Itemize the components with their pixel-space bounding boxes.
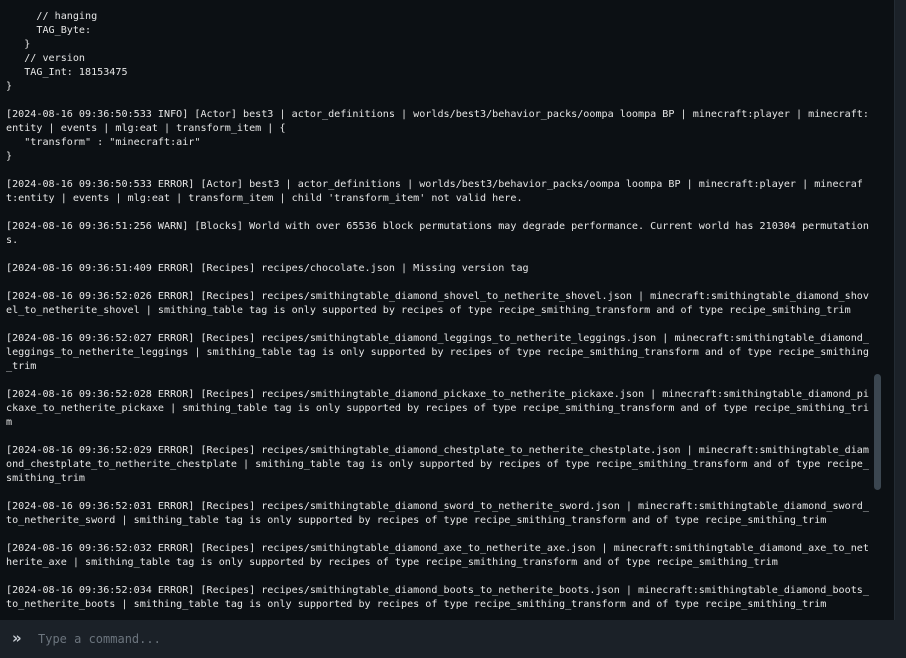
log-line: [6, 528, 872, 542]
log-line: [2024-08-16 09:36:52:029 ERROR] [Recipes] recipes/smithingtable_diamond_chestplate_to_netherite_chestplate.json | minecraft:smithingtable_diamond_chestplate_to_netherite_chestplate | smithing_table tag is only supported by recipes of type recipe_smithing_transform and of type recipe_smithing_trim: [6, 445, 869, 484]
log-line: // version: [6, 53, 86, 64]
log-line: [2024-08-16 09:36:52:034 ERROR] [Recipes] recipes/smithingtable_diamond_boots_to_netherite_boots.json | minecraft:smithingtable_diamond_boots_to_netherite_boots | smithing_table tag is only supported by recipes of type recipe_smithing_transform and of type recipe_smithing_trim: [6, 585, 869, 610]
scrollbar-track[interactable]: [872, 0, 884, 620]
log-line: [6, 374, 872, 388]
log-line: [2024-08-16 09:36:52:032 ERROR] [Recipes] recipes/smithingtable_diamond_axe_to_netherite_axe.json | minecraft:smithingtable_diamond_axe_to_netherite_axe | smithing_table tag is only supported by recipes of type recipe_smithing_transform and of type recipe_smithing_trim: [6, 543, 869, 568]
log-line: [6, 164, 872, 178]
right-gutter: [895, 0, 906, 658]
log-line: [6, 318, 872, 332]
log-line: [6, 612, 872, 620]
log-line: [6, 206, 872, 220]
log-line: }: [6, 39, 31, 50]
log-line: }: [6, 151, 13, 162]
log-line: [2024-08-16 09:36:50:533 INFO] [Actor] best3 | actor_definitions | worlds/best3/behavior_packs/oompa loompa BP | minecraft:player | minecraft:entity | events | mlg:eat | transform_item | {: [6, 109, 869, 134]
double-chevron-right-icon: »: [12, 629, 22, 647]
log-line: "transform" : "minecraft:air": [6, 137, 201, 148]
command-input[interactable]: [36, 628, 880, 650]
scrollbar-thumb[interactable]: [874, 374, 881, 490]
command-bar: [0, 620, 894, 658]
log-line: [2024-08-16 09:36:52:026 ERROR] [Recipes] recipes/smithingtable_diamond_shovel_to_netherite_shovel.json | minecraft:smithingtable_diamond_shovel_to_netherite_shovel | smithing_table tag is only supported by recipes of type recipe_smithing_transform and of type recipe_smithing_trim: [6, 291, 869, 316]
log-line: [6, 276, 872, 290]
log-line: [2024-08-16 09:36:51:256 WARN] [Blocks] World with over 65536 block permutations may degrade performance. Current world has 210304 permutations.: [6, 221, 869, 246]
log-line: [2024-08-16 09:36:52:031 ERROR] [Recipes] recipes/smithingtable_diamond_sword_to_netherite_sword.json | minecraft:smithingtable_diamond_sword_to_netherite_sword | smithing_table tag is only supported by recipes of type recipe_smithing_transform and of type recipe_smithing_trim: [6, 501, 869, 526]
log-line: [2024-08-16 09:36:52:028 ERROR] [Recipes] recipes/smithingtable_diamond_pickaxe_to_netherite_pickaxe.json | minecraft:smithingtable_diamond_pickaxe_to_netherite_pickaxe | smithing_table tag is only supported by recipes of type recipe_smithing_transform and of type recipe_smithing_trim: [6, 389, 869, 428]
log-line: [6, 94, 872, 108]
log-line: TAG_Byte:: [6, 25, 92, 36]
log-line: [6, 570, 872, 584]
log-line: [2024-08-16 09:36:50:533 ERROR] [Actor] best3 | actor_definitions | worlds/best3/behavior_packs/oompa loompa BP | minecraft:player | minecraft:entity | events | mlg:eat | transform_item | child 'transform_item' not valid here.: [6, 179, 863, 204]
log-line: // hanging: [6, 11, 98, 22]
log-line: [6, 430, 872, 444]
log-line: [2024-08-16 09:36:52:027 ERROR] [Recipes] recipes/smithingtable_diamond_leggings_to_netherite_leggings.json | minecraft:smithingtable_diamond_leggings_to_netherite_leggings | smithing_table tag is only supported by recipes of type recipe_smithing_transform and of type recipe_smithing_trim: [6, 333, 869, 372]
log-line: [6, 486, 872, 500]
log-line: TAG_Int: 18153475: [6, 67, 128, 78]
log-line: }: [6, 81, 13, 92]
log-line: [2024-08-16 09:36:51:409 ERROR] [Recipes] recipes/chocolate.json | Missing version tag: [6, 263, 529, 274]
console-log: [6, 10, 872, 620]
log-line: [6, 248, 872, 262]
